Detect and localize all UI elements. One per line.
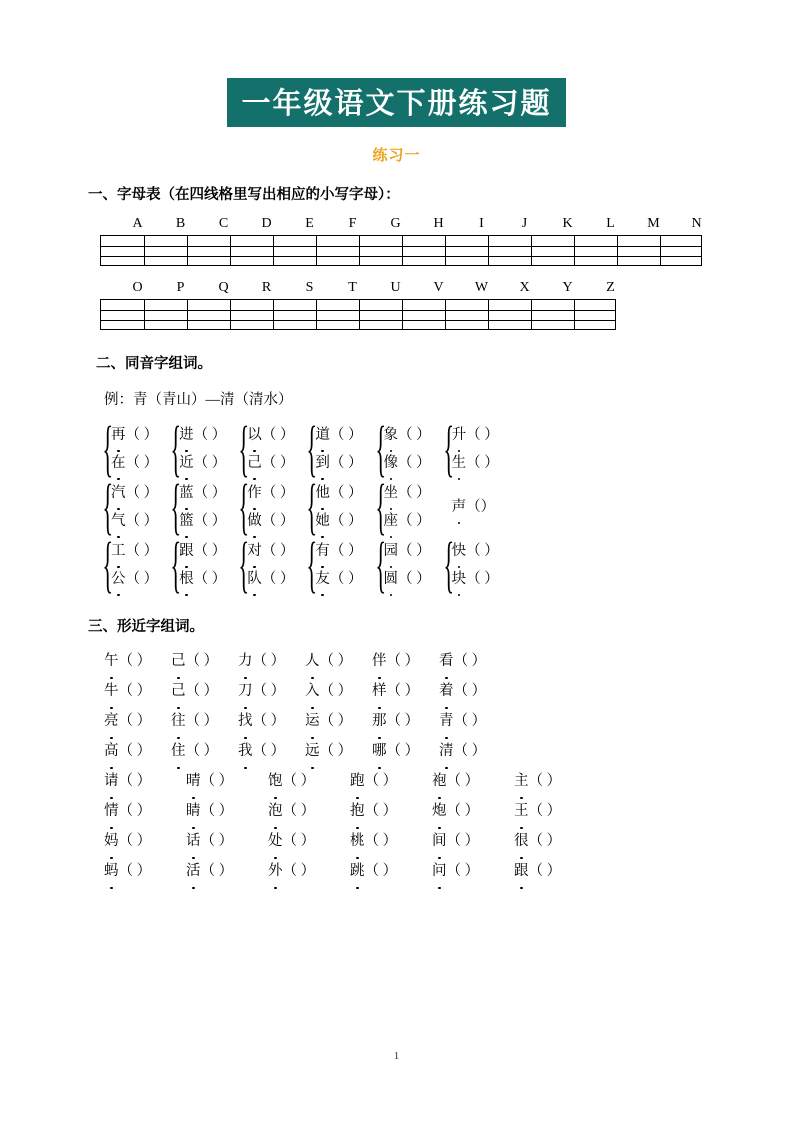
- brace-icon: {: [102, 471, 114, 542]
- similar-char-item[interactable]: 跳（ ）: [350, 856, 432, 886]
- homophone-pair: [315, 479, 362, 535]
- homophone-item[interactable]: 坐（ ）: [384, 479, 431, 507]
- homophone-pair: [384, 421, 431, 477]
- homophone-group: [373, 529, 431, 600]
- grid-vline: [230, 300, 231, 329]
- homophone-group: [100, 413, 159, 484]
- alphabet-letter: B: [175, 216, 186, 231]
- homophone-item[interactable]: 汽（ ）: [111, 479, 158, 507]
- grid-vline: [230, 236, 231, 265]
- grid-vline: [574, 300, 575, 329]
- homophone-pair: [384, 479, 431, 535]
- homophone-pair: [315, 537, 362, 593]
- similar-char-row: [104, 706, 733, 736]
- homophone-group: [236, 471, 295, 542]
- similar-char-item[interactable]: 桃（ ）: [350, 826, 432, 856]
- similar-char-item[interactable]: 炮（ ）: [432, 796, 514, 826]
- similar-char-item[interactable]: 间（ ）: [432, 826, 514, 856]
- homophone-item[interactable]: 气（ ）: [111, 507, 158, 535]
- homophone-item[interactable]: 声（）: [452, 493, 496, 521]
- alphabet-letter: G: [390, 216, 401, 231]
- similar-char-row: [104, 796, 733, 826]
- similar-char-item[interactable]: 我（ ）: [238, 736, 305, 766]
- homophone-item[interactable]: 座（ ）: [384, 507, 431, 535]
- homophone-group: [373, 413, 431, 484]
- similar-char-item[interactable]: 样（ ）: [372, 676, 439, 706]
- similar-char-item[interactable]: 处（ ）: [268, 826, 350, 856]
- similar-char-item[interactable]: 己（ ）: [171, 646, 238, 676]
- homophone-item[interactable]: 道（ ）: [315, 421, 362, 449]
- homophone-item[interactable]: 对（ ）: [247, 537, 294, 565]
- alphabet-letter: A: [132, 216, 143, 231]
- grid-vline: [445, 300, 446, 329]
- similar-char-item[interactable]: 那（ ）: [372, 706, 439, 736]
- grid-vline: [402, 236, 403, 265]
- grid-vline: [402, 300, 403, 329]
- homophone-item[interactable]: 跟（ ）: [179, 537, 226, 565]
- page-title: 一年级语文下册练习题: [227, 78, 565, 127]
- homophone-pair: [179, 479, 226, 535]
- similar-char-item[interactable]: 高（ ）: [104, 736, 171, 766]
- grid-vline: [660, 236, 661, 265]
- grid-vline: [531, 300, 532, 329]
- alphabet-letter: S: [305, 280, 314, 295]
- homophone-pair: [452, 421, 499, 477]
- alphabet-row-2: [100, 280, 733, 296]
- alphabet-letter: Q: [218, 280, 229, 295]
- homophone-item[interactable]: 己（ ）: [247, 449, 294, 477]
- grid-vline: [488, 300, 489, 329]
- alphabet-letter: Y: [562, 280, 573, 295]
- brace-icon: {: [238, 529, 250, 600]
- homophone-item[interactable]: 块（ ）: [452, 565, 499, 593]
- homophone-item[interactable]: 友（ ）: [315, 565, 362, 593]
- similar-char-item[interactable]: 午（ ）: [104, 646, 171, 676]
- homophone-pair: [179, 421, 226, 477]
- four-line-box: [100, 299, 616, 330]
- similar-char-item[interactable]: 入（ ）: [305, 676, 372, 706]
- alphabet-letter: V: [433, 280, 444, 295]
- grid-vline: [316, 300, 317, 329]
- similar-char-row: [104, 766, 733, 796]
- grid-hline: [101, 246, 701, 247]
- similar-char-item[interactable]: 跑（ ）: [350, 766, 432, 796]
- homophone-pair: [111, 479, 158, 535]
- brace-icon: {: [238, 413, 250, 484]
- grid-vline: [488, 236, 489, 265]
- homophone-item[interactable]: 她（ ）: [315, 507, 362, 535]
- similar-char-item[interactable]: 人（ ）: [305, 646, 372, 676]
- homophone-group: [168, 471, 227, 542]
- brace-icon: {: [306, 471, 318, 542]
- homophone-exercise-block: [100, 413, 733, 600]
- grid-vline: [273, 300, 274, 329]
- similar-char-row: [104, 736, 733, 766]
- page-number: 1: [393, 1050, 400, 1062]
- homophone-item[interactable]: 队（ ）: [247, 565, 294, 593]
- alphabet-letter: F: [348, 216, 357, 231]
- similar-char-exercise-block: [104, 646, 733, 886]
- brace-icon: {: [170, 471, 182, 542]
- homophone-group: [441, 529, 499, 600]
- similar-char-item[interactable]: 清（ ）: [439, 736, 506, 766]
- section-2-example: 例：青（青山）—清（清水）: [104, 392, 293, 408]
- four-line-grid-2: [100, 299, 733, 330]
- alphabet-letter: X: [519, 280, 530, 295]
- homophone-item[interactable]: 快（ ）: [452, 537, 499, 565]
- alphabet-letter: P: [176, 280, 185, 295]
- similar-char-item[interactable]: 请（ ）: [104, 766, 186, 796]
- homophone-item[interactable]: 有（ ）: [315, 537, 362, 565]
- alphabet-letter: R: [261, 280, 272, 295]
- similar-char-item[interactable]: 远（ ）: [305, 736, 372, 766]
- similar-char-item[interactable]: 很（ ）: [514, 826, 596, 856]
- brace-icon: {: [238, 471, 250, 542]
- grid-vline: [144, 300, 145, 329]
- homophone-pair: [247, 479, 294, 535]
- homophone-group: [168, 529, 227, 600]
- exercise-subtitle: 练习一: [372, 147, 421, 164]
- alphabet-letter: O: [132, 280, 143, 295]
- brace-icon: {: [102, 413, 114, 484]
- similar-char-item[interactable]: 己（ ）: [171, 676, 238, 706]
- similar-char-item[interactable]: 话（ ）: [186, 826, 268, 856]
- brace-icon: {: [170, 413, 182, 484]
- homophone-group: [441, 493, 496, 521]
- homophone-pair: [384, 537, 431, 593]
- homophone-item[interactable]: 在（ ）: [111, 449, 158, 477]
- grid-vline: [617, 236, 618, 265]
- homophone-item[interactable]: 他（ ）: [315, 479, 362, 507]
- brace-icon: {: [374, 471, 386, 542]
- similar-char-item[interactable]: 着（ ）: [439, 676, 506, 706]
- similar-char-item[interactable]: 哪（ ）: [372, 736, 439, 766]
- grid-hline: [101, 310, 615, 311]
- alphabet-row-1: [100, 216, 733, 232]
- homophone-pair: [247, 537, 294, 593]
- title-container: [60, 0, 733, 127]
- similar-char-item[interactable]: 活（ ）: [186, 856, 268, 886]
- homophone-item[interactable]: 作（ ）: [247, 479, 294, 507]
- homophone-pair: [315, 421, 362, 477]
- similar-char-item[interactable]: 青（ ）: [439, 706, 506, 736]
- homophone-pair: [111, 537, 158, 593]
- similar-char-item[interactable]: 跟（ ）: [514, 856, 596, 886]
- homophone-pair: [179, 537, 226, 593]
- homophone-item[interactable]: 升（ ）: [452, 421, 499, 449]
- homophone-item[interactable]: 圆（ ）: [384, 565, 431, 593]
- homophone-item[interactable]: 篮（ ）: [179, 507, 226, 535]
- homophone-pair: [452, 493, 496, 521]
- alphabet-letter: L: [606, 216, 615, 231]
- similar-char-item[interactable]: 力（ ）: [238, 646, 305, 676]
- similar-char-item[interactable]: 亮（ ）: [104, 706, 171, 736]
- grid-vline: [316, 236, 317, 265]
- similar-char-row: [104, 856, 733, 886]
- brace-icon: {: [443, 413, 454, 484]
- homophone-item[interactable]: 园（ ）: [384, 537, 431, 565]
- similar-char-item[interactable]: 饱（ ）: [268, 766, 350, 796]
- grid-vline: [445, 236, 446, 265]
- similar-char-item[interactable]: 王（ ）: [514, 796, 596, 826]
- alphabet-block: [100, 216, 733, 330]
- similar-char-item[interactable]: 住（ ）: [171, 736, 238, 766]
- grid-vline: [144, 236, 145, 265]
- homophone-item[interactable]: 工（ ）: [111, 537, 158, 565]
- similar-char-item[interactable]: 抱（ ）: [350, 796, 432, 826]
- homophone-pair: [452, 537, 499, 593]
- homophone-item[interactable]: 生（ ）: [452, 449, 499, 477]
- alphabet-letter: N: [691, 216, 702, 231]
- alphabet-letter: J: [521, 216, 528, 231]
- similar-char-item[interactable]: 找（ ）: [238, 706, 305, 736]
- homophone-pair: [247, 421, 294, 477]
- homophone-group: [100, 471, 159, 542]
- alphabet-letter: K: [562, 216, 573, 231]
- four-line-box: [100, 235, 702, 266]
- similar-char-item[interactable]: 袍（ ）: [432, 766, 514, 796]
- similar-char-item[interactable]: 泡（ ）: [268, 796, 350, 826]
- alphabet-letter: U: [390, 280, 401, 295]
- brace-icon: {: [306, 413, 318, 484]
- alphabet-letter: Z: [606, 280, 615, 295]
- homophone-item[interactable]: 象（ ）: [384, 421, 431, 449]
- homophone-group: [168, 413, 227, 484]
- section-1-heading: 一、字母表（在四线格里写出相应的小写字母）：: [88, 187, 400, 203]
- grid-vline: [574, 236, 575, 265]
- grid-vline: [187, 236, 188, 265]
- similar-char-item[interactable]: 主（ ）: [514, 766, 596, 796]
- homophone-item[interactable]: 做（ ）: [247, 507, 294, 535]
- homophone-group: [100, 529, 159, 600]
- grid-vline: [359, 236, 360, 265]
- homophone-row: [100, 529, 733, 600]
- similar-char-item[interactable]: 往（ ）: [171, 706, 238, 736]
- homophone-item[interactable]: 再（ ）: [111, 421, 158, 449]
- brace-icon: {: [170, 529, 182, 600]
- grid-vline: [531, 236, 532, 265]
- section-3-heading: 三、形近字组词。: [88, 619, 204, 635]
- homophone-item[interactable]: 像（ ）: [384, 449, 431, 477]
- homophone-item[interactable]: 公（ ）: [111, 565, 158, 593]
- homophone-row: [100, 471, 733, 542]
- homophone-group: [304, 529, 363, 600]
- grid-hline: [101, 320, 615, 321]
- grid-hline: [101, 256, 701, 257]
- section-2-heading: 二、同音字组词。: [96, 356, 212, 372]
- similar-char-item[interactable]: 伴（ ）: [372, 646, 439, 676]
- homophone-item[interactable]: 到（ ）: [315, 449, 362, 477]
- homophone-group: [236, 529, 295, 600]
- similar-char-item[interactable]: 运（ ）: [305, 706, 372, 736]
- similar-char-item[interactable]: 问（ ）: [432, 856, 514, 886]
- homophone-item[interactable]: 根（ ）: [179, 565, 226, 593]
- four-line-grid-1: [100, 235, 733, 266]
- similar-char-item[interactable]: 睛（ ）: [186, 796, 268, 826]
- similar-char-item[interactable]: 看（ ）: [439, 646, 506, 676]
- homophone-item[interactable]: 蓝（ ）: [179, 479, 226, 507]
- similar-char-item[interactable]: 晴（ ）: [186, 766, 268, 796]
- homophone-item[interactable]: 近（ ）: [179, 449, 226, 477]
- homophone-group: [236, 413, 295, 484]
- alphabet-letter: T: [348, 280, 357, 295]
- similar-char-item[interactable]: 蚂（ ）: [104, 856, 186, 886]
- grid-vline: [273, 236, 274, 265]
- similar-char-item[interactable]: 妈（ ）: [104, 826, 186, 856]
- similar-char-row: [104, 826, 733, 856]
- similar-char-item[interactable]: 情（ ）: [104, 796, 186, 826]
- homophone-item[interactable]: 以（ ）: [247, 421, 294, 449]
- grid-vline: [187, 300, 188, 329]
- similar-char-row: [104, 676, 733, 706]
- similar-char-item[interactable]: 外（ ）: [268, 856, 350, 886]
- grid-vline: [359, 300, 360, 329]
- brace-icon: {: [374, 413, 386, 484]
- homophone-row: [100, 413, 733, 484]
- brace-icon: {: [306, 529, 318, 600]
- alphabet-letter: D: [261, 216, 272, 231]
- brace-icon: {: [102, 529, 114, 600]
- homophone-pair: [111, 421, 158, 477]
- alphabet-letter: H: [433, 216, 444, 231]
- brace-icon: {: [374, 529, 386, 600]
- similar-char-row: [104, 646, 733, 676]
- alphabet-letter: I: [479, 216, 484, 231]
- homophone-group: [441, 413, 499, 484]
- brace-icon: {: [443, 529, 454, 600]
- alphabet-letter: E: [305, 216, 314, 231]
- homophone-group: [304, 413, 363, 484]
- similar-char-item[interactable]: 牛（ ）: [104, 676, 171, 706]
- alphabet-letter: W: [474, 280, 489, 295]
- homophone-group: [304, 471, 363, 542]
- homophone-item[interactable]: 进（ ）: [179, 421, 226, 449]
- alphabet-letter: M: [647, 216, 660, 231]
- similar-char-item[interactable]: 刀（ ）: [238, 676, 305, 706]
- alphabet-letter: C: [218, 216, 229, 231]
- homophone-group: [373, 471, 431, 542]
